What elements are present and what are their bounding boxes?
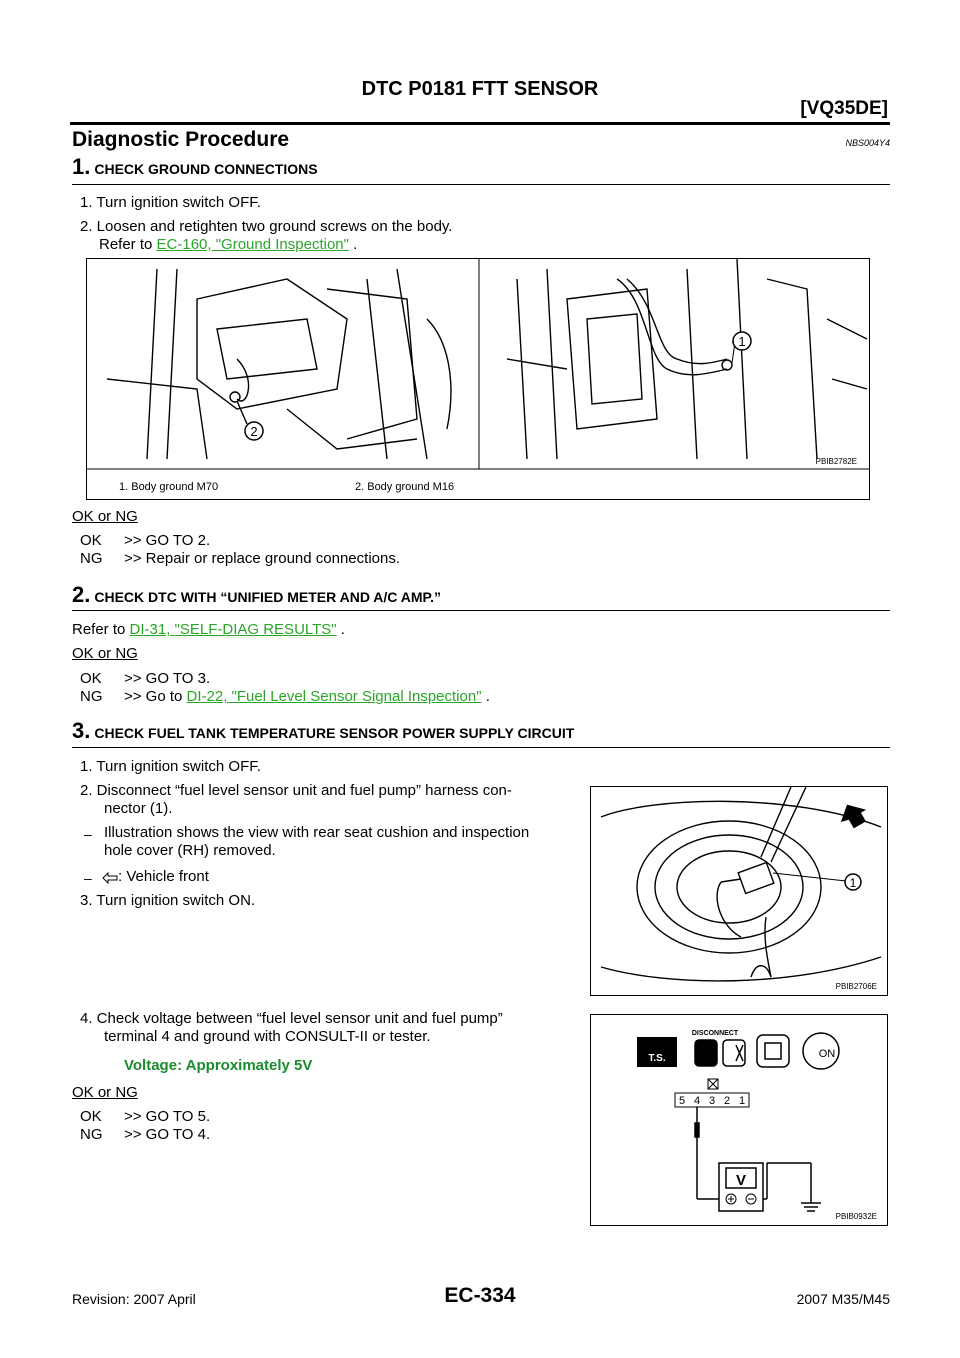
step-2-ok-result: >> GO TO 3. bbox=[124, 670, 211, 687]
step-2-ng-result bbox=[124, 688, 490, 706]
refer-prefix: Refer to bbox=[72, 621, 130, 638]
terminal-2: 2 bbox=[723, 1095, 731, 1107]
step-3-title: CHECK FUEL TANK TEMPERATURE SENSOR POWER SUPPLY CIRCUIT bbox=[94, 725, 575, 741]
step-3-ok-label: OK bbox=[80, 1108, 102, 1125]
step-1-number: 1. bbox=[72, 154, 91, 179]
refer-suffix: . bbox=[336, 621, 345, 638]
page-number: EC-334 bbox=[444, 1284, 516, 1307]
voltage-check-illustration bbox=[591, 1015, 887, 1225]
figure-code: PBIB0932E bbox=[835, 1212, 877, 1221]
disconnect-connector-icon bbox=[695, 1040, 745, 1066]
step-3-item-4b: terminal 4 and ground with CONSULT-II or tester. bbox=[104, 1028, 431, 1045]
step-3-heading bbox=[72, 718, 574, 744]
caption-2: 2. Body ground M16 bbox=[355, 481, 455, 493]
step-1-ok-result: >> GO TO 2. bbox=[124, 532, 211, 549]
ignition-on-label: ON bbox=[818, 1048, 836, 1060]
step-3-ok-or-ng: OK or NG bbox=[72, 1084, 138, 1101]
model-year-label: 2007 M35/M45 bbox=[796, 1291, 890, 1307]
refer-suffix: . bbox=[348, 236, 358, 253]
bullet-dash: – bbox=[84, 826, 92, 842]
step-1-ok-label: OK bbox=[80, 532, 102, 549]
callout-1: 1 bbox=[738, 334, 746, 349]
callout-1: 1 bbox=[849, 876, 857, 890]
step-2-title: CHECK DTC WITH “UNIFIED METER AND A/C AMP.” bbox=[94, 589, 441, 605]
ground-inspection-link[interactable]: EC-160, "Ground Inspection" bbox=[156, 236, 349, 253]
terminal-3: 3 bbox=[708, 1095, 716, 1107]
step-3-bullet-2: : Vehicle front bbox=[118, 868, 209, 885]
disconnect-label: DISCONNECT bbox=[691, 1030, 739, 1037]
callout-2: 2 bbox=[250, 424, 258, 439]
step-1-title: CHECK GROUND CONNECTIONS bbox=[94, 161, 318, 177]
step-1-refer bbox=[99, 236, 357, 254]
step-2-ok-or-ng: OK or NG bbox=[72, 645, 138, 662]
step-3-bullet-1b: hole cover (RH) removed. bbox=[104, 842, 276, 859]
step-2-refer bbox=[72, 621, 345, 639]
ng-suffix: . bbox=[481, 688, 490, 705]
step-3-item-1: 1. Turn ignition switch OFF. bbox=[80, 758, 261, 775]
voltage-check-figure bbox=[590, 1014, 888, 1226]
step-1-item-1: 1. Turn ignition switch OFF. bbox=[80, 194, 261, 211]
ignition-key-icon bbox=[803, 1033, 839, 1069]
step-1-rule bbox=[72, 184, 890, 185]
step-2-rule bbox=[72, 610, 890, 611]
step-3-ng-label: NG bbox=[80, 1126, 103, 1143]
step-3-item-4a: 4. Check voltage between “fuel level sensor unit and fuel pump” bbox=[80, 1010, 503, 1027]
step-3-rule bbox=[72, 747, 890, 748]
revision-label: Revision: 2007 April bbox=[72, 1291, 196, 1307]
fuel-pump-connector-figure bbox=[590, 786, 888, 996]
step-3-item-2a: 2. Disconnect “fuel level sensor unit and fuel pump” harness con- bbox=[80, 782, 512, 799]
step-2-number: 2. bbox=[72, 582, 91, 607]
ng-prefix: >> Go to bbox=[124, 688, 187, 705]
caption-1: 1. Body ground M70 bbox=[119, 481, 219, 493]
step-2-heading bbox=[72, 582, 441, 608]
tester-icon bbox=[637, 1037, 677, 1067]
fuel-pump-illustration bbox=[591, 787, 887, 995]
step-2-ng-label: NG bbox=[80, 688, 103, 705]
engine-model-label: [VQ35DE] bbox=[800, 98, 888, 119]
refer-prefix: Refer to bbox=[99, 236, 157, 253]
step-3-ok-result: >> GO TO 5. bbox=[124, 1108, 211, 1125]
voltmeter-label: V bbox=[735, 1172, 747, 1189]
voltage-spec: Voltage: Approximately 5V bbox=[124, 1057, 313, 1074]
step-3-item-2b: nector (1). bbox=[104, 800, 173, 817]
self-diag-results-link[interactable]: DI-31, "SELF-DIAG RESULTS" bbox=[129, 621, 337, 638]
page-header-title: DTC P0181 FTT SENSOR bbox=[361, 78, 599, 100]
terminal-5: 5 bbox=[678, 1095, 686, 1107]
step-1-heading bbox=[72, 154, 318, 180]
step-3-bullet-1a: Illustration shows the view with rear seat cushion and inspection bbox=[104, 824, 530, 841]
header-rule bbox=[70, 122, 890, 125]
figure-code: PBIB2706E bbox=[835, 982, 877, 991]
fuel-level-sensor-signal-link[interactable]: DI-22, "Fuel Level Sensor Signal Inspection" bbox=[186, 688, 482, 705]
voltmeter-icon bbox=[719, 1163, 763, 1211]
section-title: Diagnostic Procedure bbox=[72, 128, 290, 151]
step-3-item-3: 3. Turn ignition switch ON. bbox=[80, 892, 256, 909]
step-1-ng-label: NG bbox=[80, 550, 103, 567]
step-1-item-2: 2. Loosen and retighten two ground screws on the body. bbox=[80, 218, 453, 235]
figure-code: PBIB2782E bbox=[815, 457, 857, 466]
step-1-ok-or-ng: OK or NG bbox=[72, 508, 138, 525]
terminal-1: 1 bbox=[738, 1095, 746, 1107]
sensor-connector-icon bbox=[757, 1035, 789, 1067]
step-1-ng-result: >> Repair or replace ground connections. bbox=[124, 550, 401, 567]
ground-screws-illustration bbox=[87, 259, 869, 499]
terminal-4: 4 bbox=[693, 1095, 701, 1107]
bullet-dash: – bbox=[84, 870, 92, 886]
ground-screws-figure bbox=[86, 258, 870, 500]
step-3-ng-result: >> GO TO 4. bbox=[124, 1126, 211, 1143]
tester-label: T.S. bbox=[648, 1053, 666, 1064]
vehicle-front-arrow-icon bbox=[102, 871, 118, 883]
section-code: NBS004Y4 bbox=[845, 138, 890, 148]
step-2-ok-label: OK bbox=[80, 670, 102, 687]
step-3-number: 3. bbox=[72, 718, 91, 743]
